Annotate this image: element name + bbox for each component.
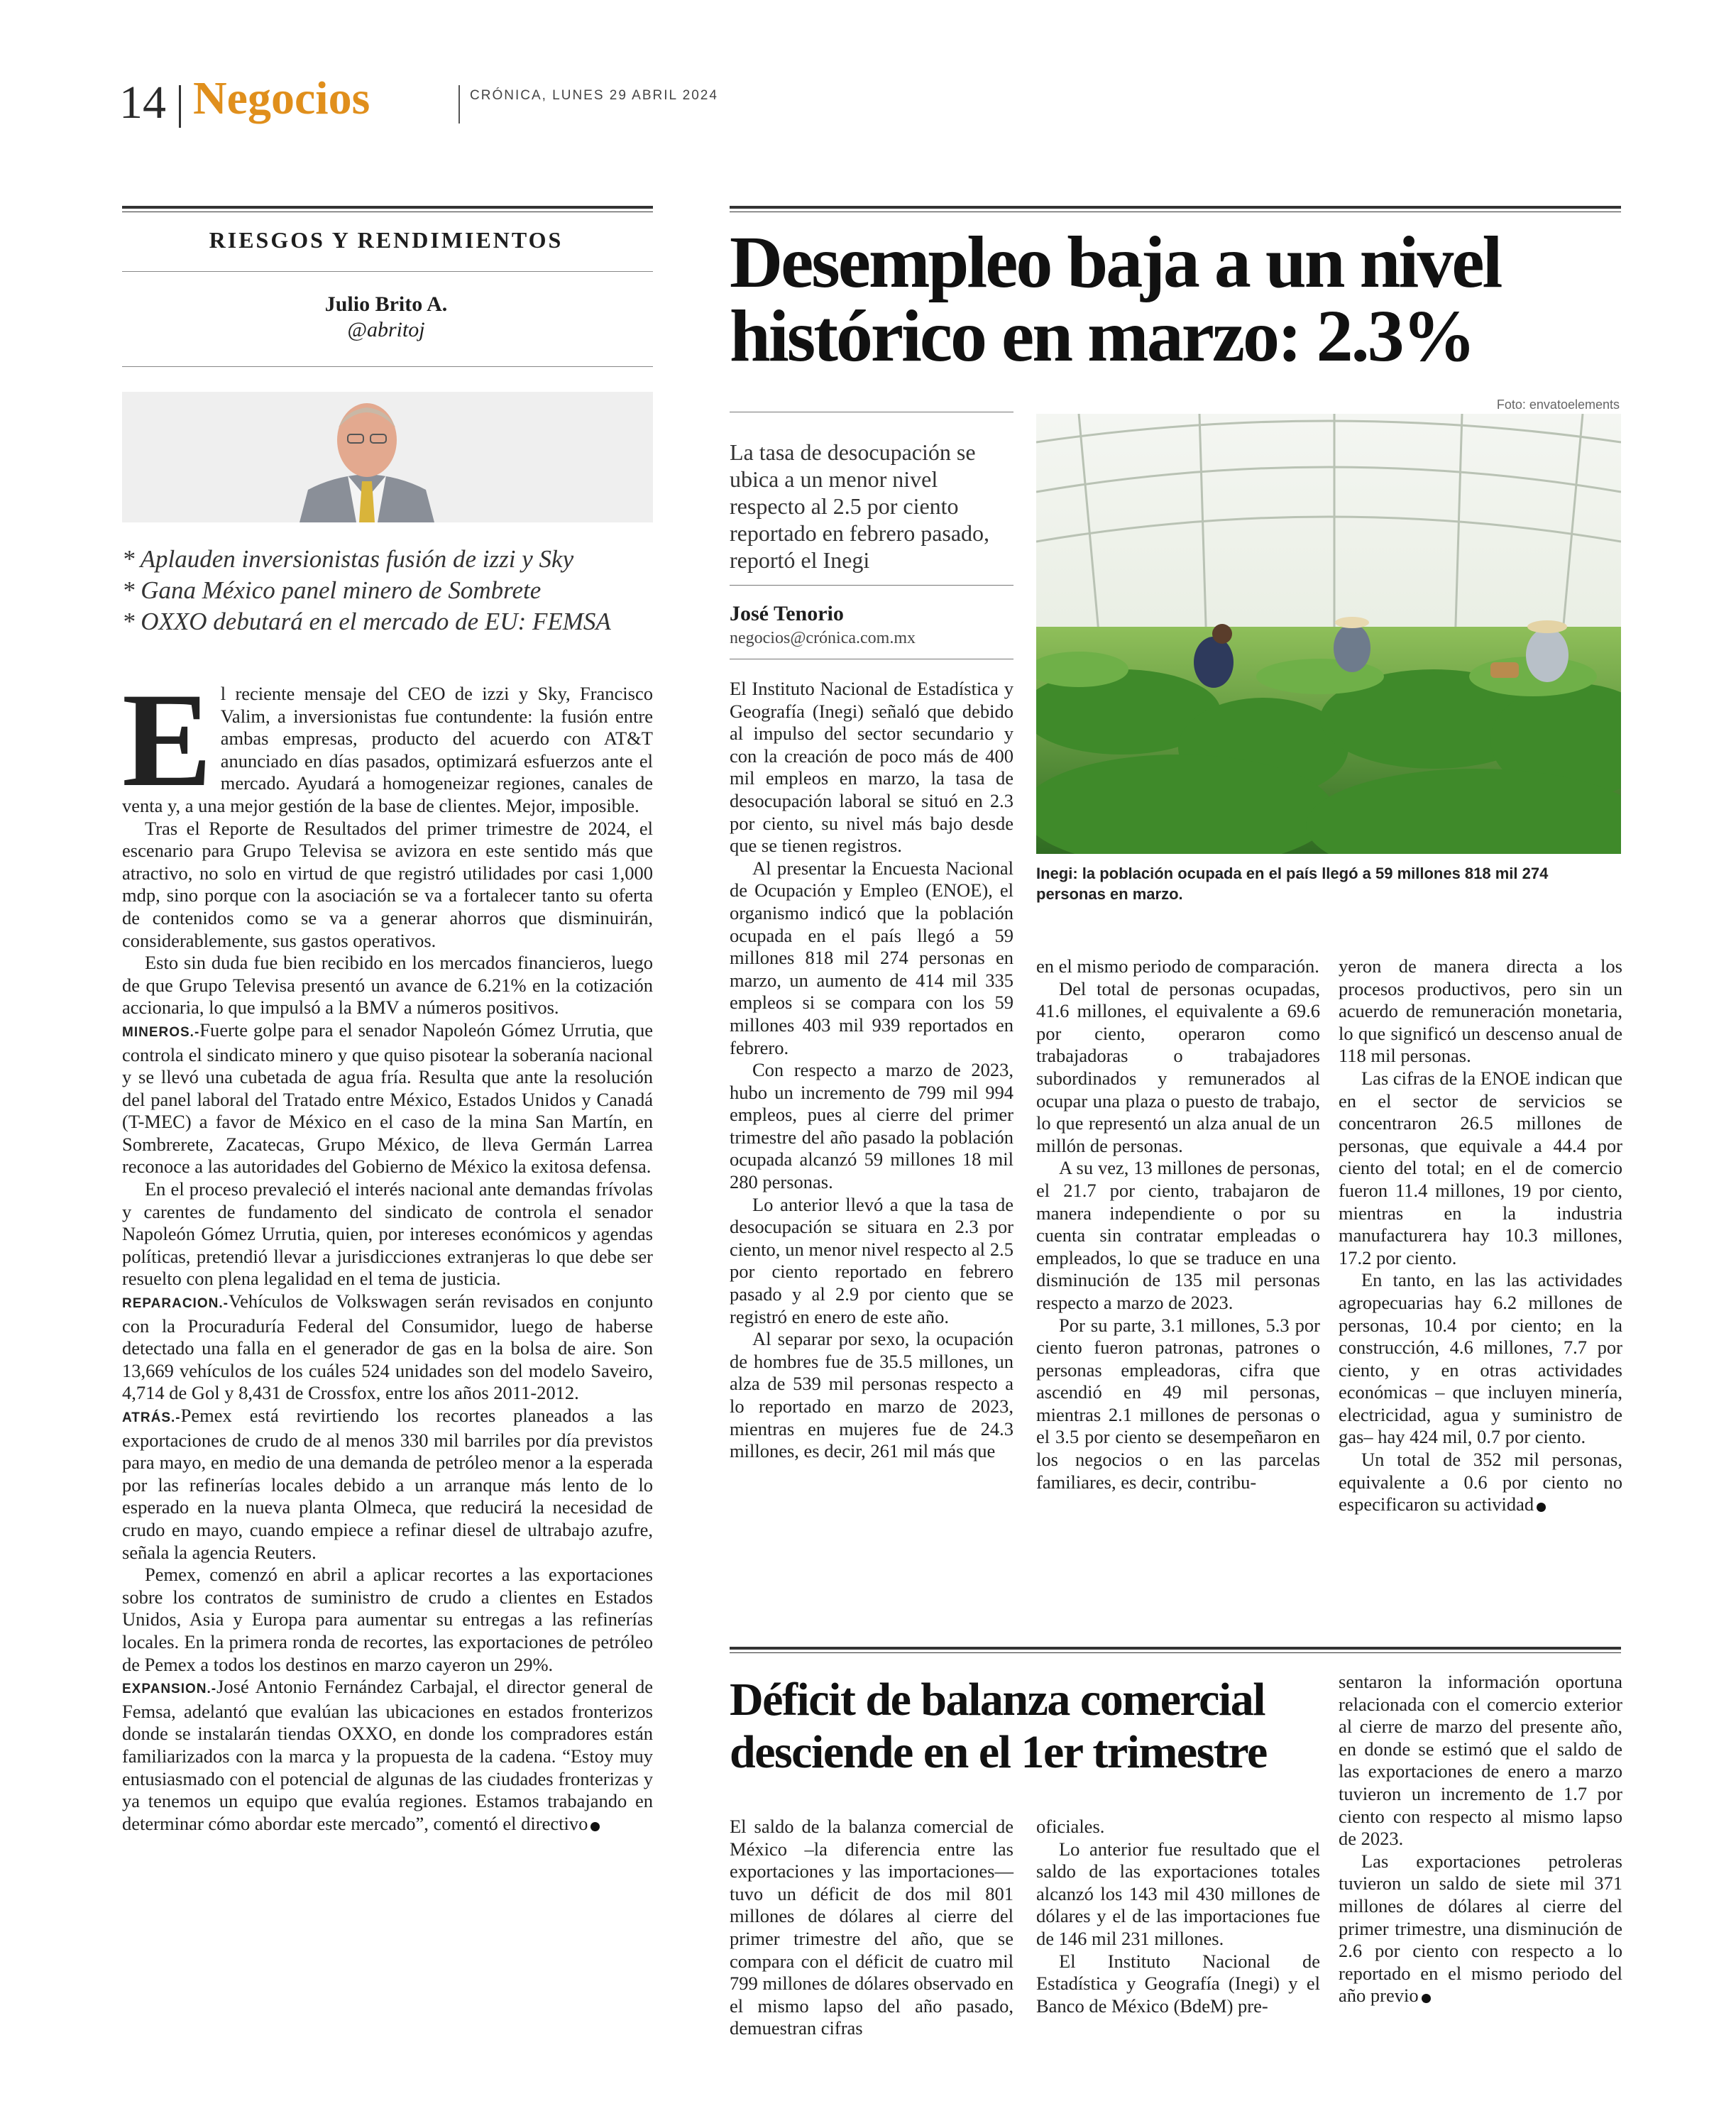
- photo-credit: Foto: envatoelements: [1496, 397, 1620, 412]
- story-paragraph: Por su parte, 3.1 millones, 5.3 por ciento fueron patronas, patrones o personas empleadoras, cifra que ascendió en 49 mil personas, mientras 2.1 millones de personas o el 3.5 por ciento se desempeñaron en los negocios o en las parcelas familiares, es decir, contribu-: [1036, 1314, 1320, 1493]
- author-rule: [122, 366, 653, 367]
- greenhouse-photo: [1036, 414, 1621, 854]
- second-story-rule-thin: [730, 1652, 1621, 1653]
- column-title-rule: [122, 271, 653, 272]
- story-email: negocios@crónica.com.mx: [730, 629, 916, 647]
- story-paragraph: Del total de personas ocupadas, 41.6 millones, el equivalente a 69.6 por ciento, operaron como trabajadoras o trabajadores subordinados y remunerados al ocupar una plaza o puesto de trabajo, lo que representó un alza anual de un millón de personas.: [1036, 977, 1320, 1156]
- main-headline: [730, 221, 1624, 377]
- end-mark: [590, 1822, 600, 1831]
- section-title: Negocios: [193, 72, 370, 124]
- second-headline: [730, 1674, 1312, 1779]
- story-col-1: [730, 678, 1013, 1463]
- second-headline-line: Déficit de balanza comercial: [730, 1674, 1265, 1726]
- story-col-3: [1339, 955, 1622, 1516]
- kicker-mineros: MINEROS.-: [122, 1024, 200, 1040]
- story-paragraph: Un total de 352 mil personas, equivalente a 0.6 por ciento no especificaron su actividad: [1339, 1449, 1622, 1515]
- story-dek: La tasa de desocupación se ubica a un menor nivel respecto al 2.5 por ciento reportado en febrero pasado, reportó el Inegi: [730, 439, 990, 573]
- column-paragraph: Tras el Reporte de Resultados del primer trimestre de 2024, el escenario para Grupo Televisa se avizora en este sentido más que atractivo, no solo en virtud de que registró utilidades por casi 1,000 mdp, sino porque con la asociación se va a fortalecer tanto su oferta de contenidos como se va a generar ahorros que disminuirán, considerablemente, sus gastos operativos.: [122, 817, 653, 951]
- second-col-2: [1036, 1816, 1320, 2017]
- kicker-atras: ATRÁS.-: [122, 1410, 181, 1425]
- second-paragraph: El Instituto Nacional de Estadística y Geografía (Inegi) y el Banco de México (BdeM) pre-: [1036, 1950, 1320, 2017]
- story-paragraph: El Instituto Nacional de Estadística y Geografía (Inegi) señaló que debido al impulso del sector secundario y con la creación de poco más de 400 mil empleos en marzo, la tasa de desocupación laboral se situó en 2.3 por ciento, su nivel más bajo desde que se tienen registros.: [730, 678, 1013, 857]
- kicker-reparacion: REPARACION.-: [122, 1296, 229, 1312]
- column-headlines: [122, 544, 653, 637]
- second-col-3: [1339, 1671, 1622, 2007]
- second-headline-line: desciende en el 1er trimestre: [730, 1726, 1267, 1778]
- column-paragraph: José Antonio Fernández Carbajal, el director general de Femsa, adelantó que evalúan las ubicaciones en estados fronterizos donde se instalarán tiendas OXXO, en donde los compradores están familiarizados con la marca y la propuesta de la cadena. “Estoy muy entusiasmado con el potencial de algunas de las ciudades fronterizas y ya tenemos un equipo que evalúa regiones. Estamos trabajando en determinar cómo abordar este mercado”, comentó el directivo: [122, 1676, 653, 1834]
- story-col-2: [1036, 955, 1320, 1493]
- second-paragraph: Las exportaciones petroleras tuvieron un saldo de siete mil 371 millones de dólares al cierre del primer trimestre, una disminución de 2.6 por ciento con respecto a lo reportado en el mismo periodo del año previo: [1339, 1850, 1622, 2007]
- second-paragraph: sentaron la información oportuna relacionada con el comercio exterior al cierre de marzo del presente año, en donde se estimó que el saldo de las exportaciones de enero a marzo tuvieron un incremento de 1.7 por ciento con respecto al mismo lapso de 2023.: [1339, 1671, 1622, 1850]
- story-paragraph: en el mismo periodo de comparación.: [1036, 955, 1319, 977]
- page-number: 14: [119, 77, 166, 128]
- column-paragraph: Fuerte golpe para el senador Napoleón Gómez Urrutia, que controla el sindicato minero y que quiso pisotear la soberanía nacional y se llevó una cubetada de agua fría. Resulta que ante la resolución del panel laboral del Tratado entre México, Estados Unidos y Canadá (T-MEC) a favor de México en el caso de la mina San Martín, en Sombrerete, Zacatecas, Grupo México, de lleva Germán Larrea reconoce a las autoridades del Gobierno de México la exitosa defensa.: [122, 1019, 653, 1178]
- dateline-divider: [458, 85, 460, 124]
- top-rule-left: [122, 206, 653, 209]
- column-headline-item: * Aplauden inversionistas fusión de izzi y Sky: [122, 545, 574, 573]
- column-author-handle: @abritoj: [347, 318, 425, 341]
- story-paragraph: Las cifras de la ENOE indican que en el sector de servicios se concentraron 26.5 millones de personas, que equivale a 44.4 por ciento del total; en el de comercio fueron 11.4 millones, 19 por ciento, mientras en la industria manufacturera hay 10.3 millones, 17.2 por ciento.: [1339, 1067, 1622, 1268]
- column-headline-item: * Gana México panel minero de Sombrete: [122, 576, 542, 604]
- story-byline: José Tenorio: [730, 602, 844, 625]
- column-body: [122, 666, 653, 1835]
- column-paragraph: Pemex, comenzó en abril a aplicar recortes a las exportaciones sobre los contratos de suministro de crudo a clientes en Estados Unidos, Asia y Europa para aumentar su entregas a las refinerías locales. En la primera ronda de recortes, las exportaciones de petróleo de Pemex a todos los destinos en marzo cayeron un 29%.: [122, 1564, 653, 1675]
- dek-rule-bottom: [730, 585, 1013, 586]
- main-headline-line: histórico en marzo: 2.3%: [730, 295, 1474, 377]
- column-paragraph: Esto sin duda fue bien recibido en los mercados financieros, luego de que Grupo Televisa presentó un avance de 6.21% en la cotización accionaria, lo que impulsó a la BMV a números positivos.: [122, 952, 653, 1019]
- end-mark: [1537, 1503, 1546, 1512]
- story-paragraph: Con respecto a marzo de 2023, hubo un incremento de 799 mil 994 empleos, pues al cierre del primer trimestre del año pasado la población ocupada alcanzó 59 millones 18 mil 280 personas.: [730, 1059, 1013, 1193]
- story-paragraph: Al separar por sexo, la ocupación de hombres fue de 35.5 millones, un alza de 539 mil personas respecto a lo reportado en marzo de 2023, mientras en mujeres fue de 24.3 millones, es decir, 261 mil más que: [730, 1328, 1013, 1462]
- column-paragraph: En el proceso prevaleció el interés nacional ante demandas frívolas y carentes de fundamento del sindicato de controla el senador Napoleón Gómez Urrutia, quien, por intereses económicos y agendas políticas, pretendió llevar a jurisdicciones extranjeras lo que debe ser resuelto con plena legalidad en el tema de justicia.: [122, 1178, 653, 1290]
- story-paragraph: En tanto, en las las actividades agropecuarias hay 6.2 millones de personas, 10.4 por ciento; en la construcción, 4.6 millones, 7.7 por ciento, y en otras actividades económicas – que incluyen minería, electricidad, agua y suministro de gas– hay 424 mil, 0.7 por ciento.: [1339, 1269, 1622, 1448]
- end-mark: [1422, 1994, 1431, 2003]
- author-portrait: [122, 392, 653, 522]
- second-paragraph: Lo anterior fue resultado que el saldo de las exportaciones totales alcanzó los 143 mil 430 millones de dólares y el de las importaciones fue de 146 mil 231 millones.: [1036, 1838, 1320, 1949]
- top-rule-right: [730, 206, 1621, 209]
- second-story-rule: [730, 1647, 1621, 1650]
- story-paragraph: A su vez, 13 millones de personas, el 21.7 por ciento, trabajaron de manera independiente o por su cuenta sin contratar empleadas o empleados, lo que se traduce en una disminución de 135 mil personas respecto a marzo de 2023.: [1036, 1157, 1320, 1313]
- column-title: RIESGOS Y RENDIMIENTOS: [209, 227, 564, 253]
- dateline: CRÓNICA, LUNES 29 ABRIL 2024: [470, 88, 718, 103]
- column-headline-item: * OXXO debutará en el mercado de EU: FEMSA: [122, 608, 611, 635]
- second-paragraph: oficiales.: [1036, 1816, 1105, 1837]
- column-paragraph: Vehículos de Volkswagen serán revisados en conjunto con la Procuraduría Federal del Consumidor, luego de haberse detectado una falla en el generador de gas en la bolsa de aire. Son 13,669 vehículos de los cuáles 524 unidades son del modelo Saveiro, 4,714 de Gol y 8,431 de Crossfox, entre los años 2011-2012.: [122, 1290, 653, 1404]
- photo-caption: Inegi: la población ocupada en el país llegó a 59 millones 818 mil 274 personas en marzo.: [1036, 865, 1549, 903]
- second-col-1: [730, 1816, 1013, 2040]
- story-paragraph: yeron de manera directa a los procesos productivos, pero sin un acuerdo de remuneración monetaria, lo que significó un descenso anual de 118 mil personas.: [1339, 955, 1622, 1067]
- column-paragraph: Pemex está revirtiendo los recortes planeados a las exportaciones de crudo de al menos 330 mil barriles por día previstos para mayo, en medio de una demanda de petróleo menor a la esperada por las refinerías locales debido a un arranque más lento de lo esperado en la nueva planta Olmeca, que reducirá la necesidad de crudo en mayo, cuando empiece a refinar diesel de ultrabajo azufre, señala la agencia Reuters.: [122, 1405, 653, 1563]
- second-paragraph: El saldo de la balanza comercial de México –la diferencia entre las exportaciones y las importaciones—tuvo un déficit de dos mil 801 millones de dólares al cierre del primer trimestre del año, que se compara con el déficit de cuatro mil 799 millones de dólares observado en el mismo lapso del año pasado, demuestran cifras: [730, 1816, 1013, 2039]
- main-headline-line: Desempleo baja a un nivel: [730, 221, 1501, 303]
- story-paragraph: Al presentar la Encuesta Nacional de Ocupación y Empleo (ENOE), el organismo indicó que la población ocupada en el país llegó a 59 millones 818 mil 274 personas en marzo, un aumento de 414 mil 335 empleos si se compara con los 59 millones 403 mil 939 reportados en febrero.: [730, 857, 1013, 1058]
- story-paragraph: Lo anterior llevó a que la tasa de desocupación se situara en 2.3 por ciento, un menor nivel respecto al 2.5 por ciento reportado en febrero pasado y al 2.9 por ciento que se registró en enero de este año.: [730, 1193, 1013, 1327]
- page-number-divider: [179, 85, 181, 128]
- drop-cap: E: [122, 666, 212, 815]
- kicker-expansion: EXPANSION.-: [122, 1682, 217, 1697]
- column-paragraph: l reciente mensaje del CEO de izzi y Sky, Francisco Valim, a inversionistas fue contundente: la fusión entre ambas empresas, producto del acuerdo con AT&T anunciado en días pasados, optimizará esfuerzos ante el mercado. Ayudará a homogeneizar regiones, canales de venta y, a una mejor gestión de la base de clientes. Mejor, imposible.: [122, 683, 653, 816]
- column-author: Julio Brito A.: [324, 292, 448, 316]
